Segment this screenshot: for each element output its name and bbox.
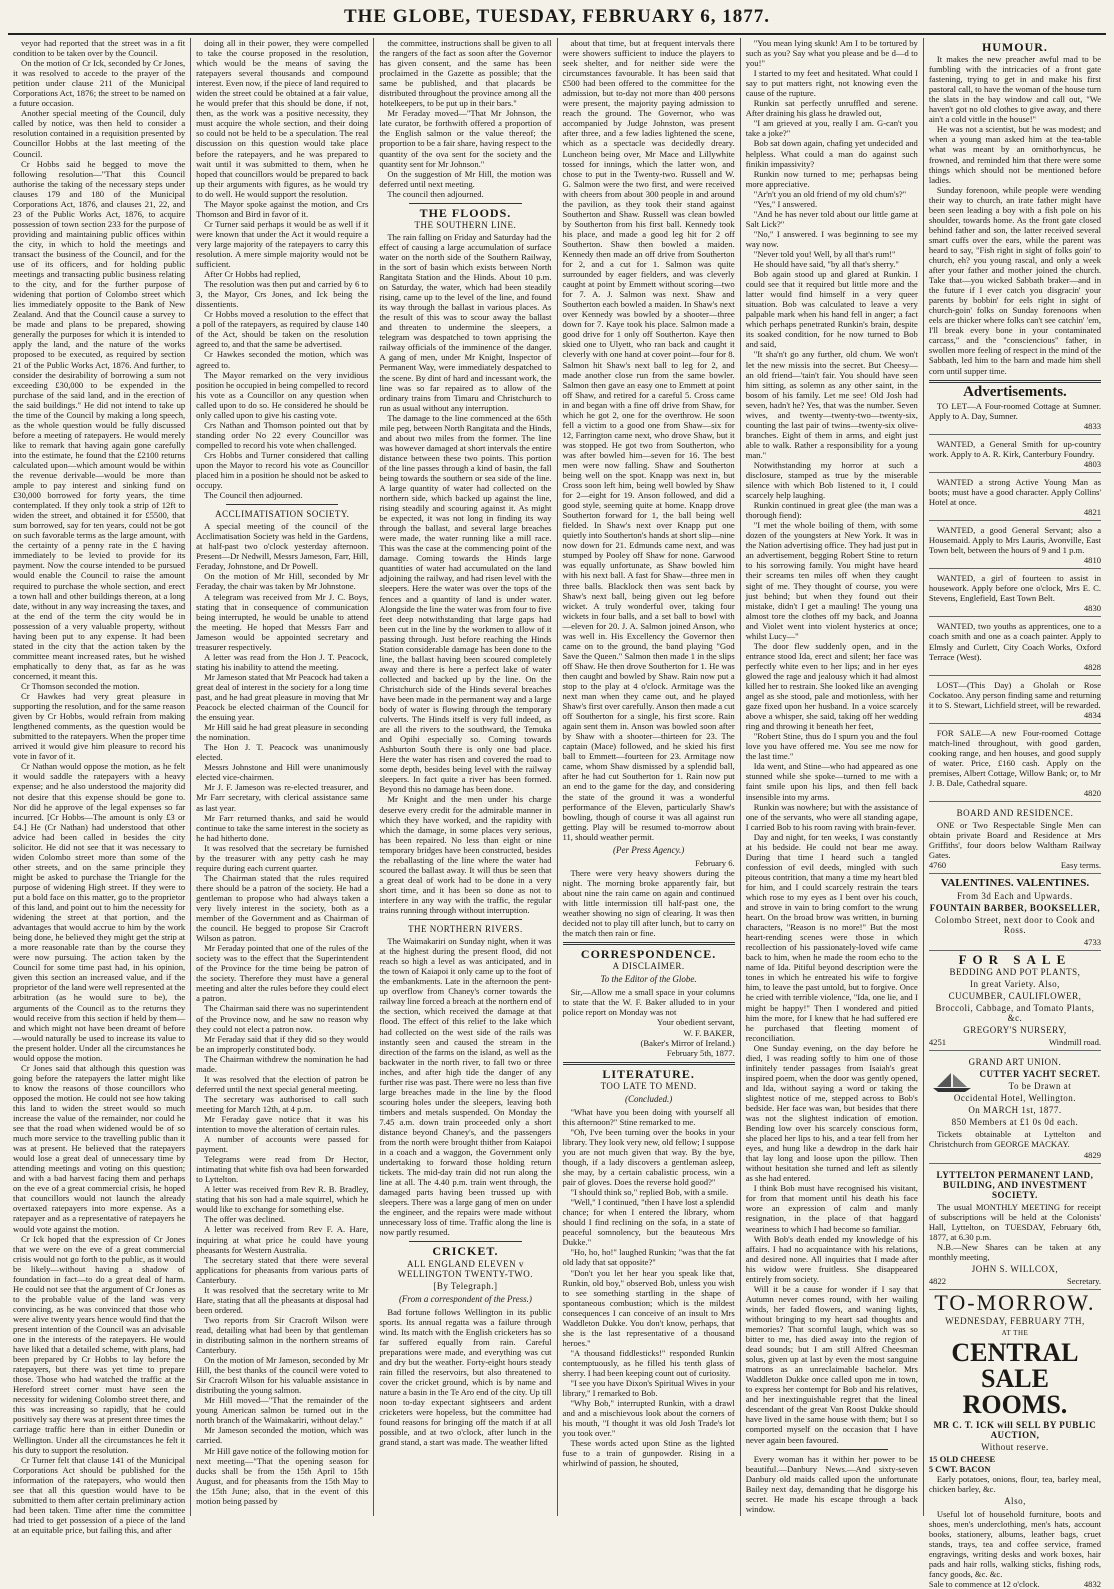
ad-number: 4251 <box>928 1037 947 1048</box>
paragraph: about that time, but at frequent intervals there were showers sufficient to induce the players to seek shelter, and for neither side were the circumstances favourable. It has been said that £500 had been offered to the committee for the admission, but to-day not more than 400 persons were present, the majority paying admission to reach the ground. The Governor, who was accompanied by Judge Johnston, was present after three, and a few ladies lightened the scene, which as a spectacle was decidedly dreary. Luncheon being over, Mr Mace and Lillywhite tossed for innings, which the latter won, and chose to put in the Twenty-two. Russell and W. G. Salmon were the two first, and were received with cheers from about 300 people in and around the pavilion, as they took their stand against Southerton and Shaw. Russell was clean bowled by Southerton from his first ball. Kennedy took his place, and made a good leg hit for 2 off Southerton. Shaw then bowled a maiden. Kennedy then made an off drive from Southerton for 2, and a cut for 1. Salmon was quite surrounded by eager fielders, and was cleverly caught at point by Emmett without scoring—two for 7. A. J. Salmon was next. Shaw and Southerton each bowled a maiden. In Shaw's next over Kennedy was bowled by a shooter—three down for 7. Kaye took his place. Salmon made a good drive for 1 only off Southerton. Kaye then skied one to Ulyett, who ran back and caught it cleverly with one hand at cover point—four for 8. Salmon hit Shaw's next ball to leg for 2, and made another close run from the same bowler. Salmon then gave an easy one to Emmett at point off Shaw, and retired for a careful 5. Cross came in and began with a fine off drive from Shaw, for which he got 2, one for the overthrow. He soon fell a victim to a good one from Shaw—six for 12, Farrington came next, who drove Shaw, but it was stopped. He got two from Southerton, who was after bowled him—seven for 16. The best men were now falling. Shaw and Southerton being well on the spot. Knapp was next in, but Cross soon left him, being well bowled by Shaw for 2—eight for 19. Anson followed, and did a good style, seeming quite at home. Knapp drove Southerton forward for 1, the ball being well fielded. In Shaw's next over Knapp put one quietly into Southerton's hands at short slip—nine now down for 21. Edmunds came next, and was stumped by Pooley off Shaw for none. Garwood was equally unfortunate, as Shaw bowled him with his next ball. A fast for Shaw—three men in three balls. Blacklock then was sent back by Shaw's next ball, being given out leg before wicket. A truly wonderful over, taking four wickets in four balls, and a set ball to bowl with—eleven for 20. J. A. Salmon joined Anson, who was well in. His Excellency the Governor then came on to the ground, the band playing "God Save the Queen." Salmon then made 1 in the slips off Shaw. He then drove Southerton for 1. He was then caught and bowled by Shaw. Rain now put a stop to the play at 4 o'clock. Armitage was the next man when they came out, and he played Shaw's first over carefully. Anson then made a cut off Southerton for a single, his first score. Rain again sent them in. Anson was bowled soon after by Shaw with a shooter—thirteen for 23. The captain (Mace) followed, and he skied his first ball to Emmett—fourteen for 23. Armitage now came, whom Shaw dismissed by a splendid ball, after he had cut Southerton for 1. Rain now put an end to the game for the day, and considering the state of the ground it was a wonderful performance of the Eleven, particularly Shaw's bowling, though of course it was all against run getting. Play will be resumed to-morrow about 11, should weather permit. <box>562 38 735 842</box>
ad-line: FOUNTAIN BARBER, BOOKSELLER, <box>929 902 1101 913</box>
paragraph: The Chairman withdrew the nomination he had made. <box>196 1053 369 1074</box>
paragraph: I think Bob must have recognised his visitant, for from that moment until his death his face wore an expression of calm and manly resignation, in the place of that haggard weariness to which I had become so familiar. <box>745 1183 918 1234</box>
columns <box>8 38 1106 1589</box>
paragraph: Mr Knight and the men under his charge deserve every credit for the admirable manner in which they have worked, and the rapidity with which the damage, in some places very serious, has been repaired. No less than eight or nine temporary bridges have been constructed, besides the reballasting of the line where the water had scoured the ballast away. It will thus be seen that a great deal of work had to be done in a very short time, and it has been so done as not to interfere in any way with the traffic, the regular trains running through without interruption. <box>379 794 552 915</box>
paragraph: Notwithstanding my horror at such a disclosure, stamped as true by the miserable silence with which Bob listened to it, I could scarcely help laughing. <box>745 459 918 501</box>
letter-signature-line: Your obedient servant, <box>657 1017 735 1028</box>
column-1 <box>8 38 191 1535</box>
paragraph: the committee, instructions shall be given to all the rangers of the fact as soon after the Governor has given consent, and the same has been proclaimed in the Gazette as possible; that the same be published, and that placards be distributed throughout the province among all the hotelkeepers, to be put up in their bars." <box>379 38 552 109</box>
paragraph: Mr Hill said he had great pleasure in seconding the nomination. <box>196 722 369 743</box>
ad-line: On MARCH 1st, 1877. <box>968 1105 1062 1116</box>
ad-without-reserve: Without reserve. <box>981 1442 1049 1453</box>
paragraph: Mr Jameson stated that Mr Peacock had taken a great deal of interest in the society for a long time past, and he had great pleasure in moving that Mr Peacock be elected chairman of the Council for the ensuing year. <box>196 671 369 723</box>
ad-line: CUTTER YACHT SECRET. <box>979 1069 1101 1080</box>
humour-paragraph: He was not a scientist, but he was modest; and when a young man asked him at the tea-table what was meant by an ornithorhyncus, he frowned, and reminded him that there were some things which should not be mentioned before ladies. <box>928 124 1102 185</box>
paragraph: "Ar'n't you an old friend of my old chum's?" <box>753 188 907 199</box>
paragraph: Ida went, and Stine—who had appeared as one stunned while she spoke—turned to me with a faint smile upon his lips, and then fell back insensible into my arms. <box>745 761 918 802</box>
ad-line: From 3d Each and Upwards. <box>957 890 1073 901</box>
ad-auction <box>929 1292 1101 1589</box>
correspondent-note: (From a correspondent of the Press.) <box>398 1293 532 1304</box>
paragraph: "I should think so," replied Bob, with a smile. <box>570 1187 729 1198</box>
paragraph: Mr Hill moved—"That the remainder of the young American salmon be turned out in the north branch of the Waimakariri, without delay." <box>196 1395 369 1426</box>
paragraph: doing all in their power, they were compelled to take the course proposed in the resolution, which would be the means of saving the ratepayers several thousands and compound interest. Even now, if the piece of land required to widen the street could be obtained at a fair value, he would prefer that this should be done, if not, then, as the work was a positive necessity, they must acquire the whole section, and their doing so could not be held to be a speculation. The real discussion on this question would take place before the ratepayers, and he was prepared to wait until it was submitted to them, when he hoped that councillors would be prepared to back up their arguments with figures, as he would try to do well. He would support the resolution. <box>196 38 369 199</box>
paragraph: "Well," I continued, "then I have lost a splendid chance; for when I entered the library, whom should I find reclining on the sofa, in a state of peaceful somnolency, but the beauteous Mrs Dukke." <box>562 1197 735 1248</box>
ad-date: WEDNESDAY, FEBRUARY 7TH, <box>945 1316 1085 1327</box>
paragraph: Runkin continued in great glee (the man was a thorough fiend): <box>745 500 918 521</box>
paragraph: On the motion of Cr Ick, seconded by Cr Jones, it was resolved to accede to the prayer of the petition under clause 211 of the Municipal Corporations Act, 1876; the street to be named on a future occasion. <box>13 58 186 109</box>
ad-number: 4820 <box>1083 788 1102 799</box>
ad-valentines <box>929 876 1101 950</box>
ad-address: Windmill road. <box>1048 1037 1102 1048</box>
paragraph: A number of accounts were passed for payment. <box>196 1134 369 1155</box>
ad-also: Also, <box>1004 1496 1026 1507</box>
ad-text: TO LET—A Four-roomed Cottage at Sumner. Apply to A. Day, Sumner. <box>928 400 1102 421</box>
paragraph: "You mean lying skunk! Am I to be tortured by such as you? Say what you please and be d—d to you!" <box>745 38 918 69</box>
subheading-southern-line: THE SOUTHERN LINE. <box>414 219 517 230</box>
ad-number: 4832 <box>1083 1578 1102 1589</box>
letter-addressee: To the Editor of the Globe. <box>600 974 697 985</box>
ad-at: AT THE <box>1001 1329 1029 1338</box>
ad-number: 4810 <box>1083 555 1102 566</box>
section-heading-acclimatisation: ACCLIMATISATION SOCIETY. <box>215 509 350 520</box>
paragraph: "No," I answered. I was beginning to see my way now. <box>745 228 918 249</box>
ad-title: GRAND ART UNION. <box>968 1057 1062 1068</box>
ad-tomorrow: TO-MORROW. <box>934 1290 1096 1316</box>
paragraph: Mr Hill gave notice of the following motion for next meeting—"That the opening season for ducks shall be from the 15th April to 15th August, and for pheasants from the 15th May to the 15th June; also, that in the event of this motion being passed by <box>196 1445 369 1506</box>
humour-paragraph: It makes the new preacher awful mad to be fumbling with the intricacies of a front gate fastening, trying to get in and make his first pastoral call, to have the woman of the house turn the slats in the bay window and call out, "We haven't got no old clothes to give away, and there ain't a cold vittle in the house!" <box>928 54 1102 125</box>
paragraph: It was resolved that the election of patron be deferred until the next special general meeting. <box>196 1073 369 1094</box>
agency-note: (Per Press Agency.) <box>612 844 685 855</box>
ad-number: 4833 <box>1083 420 1102 431</box>
ad-bacon: 5 CWT. BACON <box>928 1464 991 1475</box>
section-heading-correspondence: CORRESPONDENCE. <box>580 947 717 962</box>
paragraph: Crs Hobbs and Turner considered that calling upon the Mayor to record his vote as Councillor placed him in a position he should not be asked to occupy. <box>196 449 369 491</box>
paragraph: Will it be a cause for wonder if I say that Autumn never comes round, with her wailing winds, her faded flowers, and waning lights, without bringing to my heart sad thoughts and memories? That scornful laugh, which was so bitter to me, has died away into the region of dead sounds; but I am still Alfred Cheesman solus, given up at last by even the most sanguine matrons as an unreclaimable bachelor. Mrs Waddleton Dukke once called upon me in town, to express her contempt for Bob and his relatives, and her inextinguishable regret that the lineal descendant of the great Van Roost Dukke should have lived in the same house with them; but I so comported myself on the occasion that I have never again been favoured. <box>745 1283 918 1445</box>
ad-central: CENTRAL <box>951 1338 1079 1368</box>
paragraph: The council then adjourned. <box>387 188 484 199</box>
ad-footer <box>929 1276 1101 1286</box>
masthead: THE GLOBE, TUESDAY, FEBRUARY 6, 1877. <box>8 6 1106 35</box>
divider <box>226 504 338 505</box>
paragraph: On the motion of Mr Hill, seconded by Mr Feraday, the chair was taken by Mr Johnstone. <box>196 571 369 592</box>
letter-body: Sir,—Allow me a small space in your columns to state that the W. F. Baker alluded to in your police report on Monday was not <box>562 987 735 1018</box>
classified-ad <box>929 475 1101 521</box>
ad-title: BOARD AND RESIDENCE. <box>956 808 1074 819</box>
ad-text: WANTED a strong Active Young Man as boots; must have a good character. Apply Collins' Hotel at once. <box>928 476 1102 507</box>
paragraph: Cr Hobbs moved a resolution to the effect that a poll of the ratepayers, as required by clause 140 of the Act, should be taken on the resolution agreed to, and that the same be advertised. <box>196 309 369 350</box>
column-2 <box>191 38 374 1516</box>
ad-line: 850 Members at £1 0s 0d each. <box>951 1117 1079 1128</box>
paragraph: Mr J. F. Jameson was re-elected treasurer, and Mr Farr secretary, with clerical assistance same as last year. <box>196 782 369 813</box>
ad-line: Occidental Hotel, Wellington. <box>953 1093 1076 1104</box>
paragraph: Day and night, for ten weeks, I was constantly at his bedside. He could not bear me away. During that time I heard such a tangled confession of evil deeds, mingled with such piteous contrition, that many a time my heart bled for him, and I could scarcely restrain the tears which rose to my eyes as I bent over his couch, and strove in vain to bring comfort to the wrung heart. On the broad brow was written, in burning characters, "Reason is no more!" But the most heart-rending scenes were those in which recollection of his passionately-loved wife came back to him, when he made the room echo to the name of Ida. Pitiful beyond description were the tones in which he entreated his wife to forgive him, to leave the past untold, but to forgive. Once he cried with terrible violence, "Ida, one lie, and I might be happy!" Then I wondered and pitied him the more, for I knew that he had suffered ere he purchased that fleeting moment of reconciliation. <box>745 831 918 1043</box>
paragraph: "I met the whole boiling of them, with some dozen of the youngsters at New York. It was in the Nation advertising office. They had just put in an advertisement, begging Robert Stine to return to his sorrowing family. You might have heard their screams ten miles off when they caught sight of me. They thought of course, you were just behind; but when they found out their mistake, didn't I get a mauling! The young una almost tore the clothes off my back, and Joanna and Violet went into violent hysterics at once; whilst Lucy—" <box>745 520 918 641</box>
paragraph: The Hon J. T. Peacock was unanimously elected. <box>196 742 369 763</box>
paragraph: "What have you been doing with yourself all this afternoon?" Stine remarked to me. <box>562 1106 735 1127</box>
paragraph: There were very heavy showers during the night. The morning broke apparently fair, but about nine the rain came on again and continued with little intermission till half-past one, the weather showing no sign of clearing. It was then decided not to play till after lunch, but to carry on the match then rain or fine. <box>562 867 735 939</box>
ad-text: FOR SALE—A new Four-roomed Cottage match-lined throughout, with good garden, cooking range, and hen houses, and good supply of water. Price, £160 cash. Apply on the premises, Albert Cottage, Willow Bank; or, to Mr J. B. Dale, Cathedral square. <box>928 727 1102 789</box>
divider <box>563 1062 735 1065</box>
paragraph: A letter was received from Rev R. B. Bradley, stating that his son had a male squirrel, which he would like to exchange for something else. <box>196 1184 369 1215</box>
classified-ad <box>929 523 1101 569</box>
ad-title: VALENTINES. VALENTINES. <box>940 877 1090 890</box>
ad-number: 4821 <box>1083 507 1102 518</box>
paragraph: With Bob's death ended my knowledge of his affairs. I had no acquaintance with his relations, and desired none. All inquiries that I made after his widow were fruitless. She disappeared entirely from society. <box>745 1233 918 1284</box>
ad-number: 4829 <box>1083 1149 1102 1160</box>
paragraph: A special meeting of the council of the Acclimatisation Society was held in the Gardens, at half-past two o'clock yesterday afternoon. Present—Dr Nedwill, Messrs Jameson, Farr, Hill, Feraday, Johnstone, and Dr Powell. <box>196 521 369 572</box>
paragraph: The Chairman said there was no superintendent of the Province now, and he saw no reason why they could not elect a patron now. <box>196 1003 369 1034</box>
paragraph: Cr Nathan would oppose the motion, as he felt it would saddle the ratepayers with a heavy expense; and he also understood the majority did not desire that this expense should be gone to. Nor did he approve of the legal expenses so far incurred. [Cr Hobbs—The amount is only £3 or £4.] He (Cr Nathan) had understood that other advice had been called in besides the city solicitor. He did not see that it was necessary to widen Colombo street more than some of the other streets, and on the same principle they might be asked to purchase the Triangle for the purpose of widening High street. If they were to put a bold face on this matter, go to the proprietor of this land, and point out to him the necessity for widening the street at that portion, and the advantages that would accrue to him by the work being done, he believed they might get the strip at a more reasonable rate than by the course they were now pursuing. The action taken by the Council for some time past had, in his opinion, given this section an increased value, and if the proprietor of the land were well represented at the arbitration (as he would sure to be), the arguments of the Council as to the returns they would receive from this section if held by them—and which might not have been dreamt of before—would naturally be used to increase its value to the present holder. Under all the circumstances he would oppose the motion. <box>13 761 186 1063</box>
paragraph: Mr Feraday pointed that one of the rules of the society was to the effect that the Superintendent of the Province for the time being be patron of the society. Therefore they must have a general meeting and alter the rules before they could elect a patron. <box>196 943 369 1004</box>
subheading-northern-rivers: THE NORTHERN RIVERS. <box>408 924 523 935</box>
ad-footer <box>929 860 1101 870</box>
telegraph-note: [By Telegraph.] <box>433 1280 498 1291</box>
paragraph: The damage to the line commenced at the 65th mile peg, between North Rangitata and the Hinds, and about two miles from the former. The line was however damaged at short intervals the entire distance between these two points. This portion of the line passes through a kind of basin, the fall being towards the southern or sea side of the line. A large quantity of water had collected on the northern side, which backed up against the line, rising steadily and scouring against it. As might be expected, it was not long in finding its way through the ballast, and several large breaches were made, the water running like a mill race. This was the case at the commencing point of the damage. Coming towards the Hinds large quantities of water had accumulated on the land adjoining the railway, and had risen level with the sleepers. Here the water was over the tops of the fences and a quantity of land is under water. Alongside the line the water was from four to five feet deep notwithstanding that large gaps had been cut in the line by the workmen to allow of it passing through. Just before reaching the Hinds Station considerable damage has been done to the line, the ballast having been scoured completely away and there is here a perfect lake of water collected and backed up by the line. On the Christchurch side of the Hinds several breaches have been made in the permanent way and a large body of water is flowing through the temporary culverts. The Hinds itself is very full indeed, as are all the rivers to the southward, the Temuka and Opihi especially so. Coming towards Ashburton South there is only one bad place. Here the water has risen and covered the road to some depth, besides being level with the railway sleepers. In fact quite a river has been formed. Beyond this no damage has been done. <box>379 412 552 795</box>
ad-sale-time: Sale to commence at 12 o'clock. <box>928 1578 1040 1589</box>
paragraph: "I am grieved at you, really I am. G-can't you take a joke?" <box>745 118 918 139</box>
divider <box>409 1241 521 1242</box>
paragraph: Runkin was nowhere; but with the assistance of one of the servants, who were all standing agape, I carried Bob to his room raving with brain-fever. <box>745 801 918 832</box>
column-4 <box>558 38 741 1516</box>
paragraph: The secretary was authorised to call such meeting for March 12th, at 4 p.m. <box>196 1093 369 1114</box>
section-heading-humour: HUMOUR. <box>981 40 1048 54</box>
paragraph: Mr Feraday gave notice that it was his intention to move the alteration of certain rules. <box>196 1113 369 1135</box>
dateline: February 6. <box>695 857 735 868</box>
paragraph: I started to my feet and hesitated. What could I say to put matters right, not knowing even the cause of the rupture. <box>745 68 918 99</box>
paragraph: "Never told you! Well, by all that's rum!" <box>753 248 896 259</box>
ad-note: N.B.—New Shares can be taken at any monthly meeting, <box>928 1241 1102 1262</box>
ad-for-sale-plants <box>929 953 1101 1051</box>
letter-signature-line: (Baker's Mirror of Ireland.) <box>640 1037 735 1048</box>
paragraph: A telegram was received from Mr J. C. Boys, stating that in consequence of communication being interrupted, he would be unable to attend the meeting. He hoped that Messrs Farr and Jameson would be appointed secretary and treasurer respectively. <box>196 591 369 652</box>
paragraph: "And he has never told about our little game at Salt Lick?" <box>745 208 918 229</box>
ad-cheese: 15 OLD CHEESE <box>928 1454 996 1465</box>
divider <box>563 942 735 945</box>
paragraph: Two reports from Sir Cracroft Wilson were read, detailing what had been by that gentleman in distributing salmon in the northern streams of Canterbury. <box>196 1314 369 1356</box>
paragraph: "Don't you let her hear you speak like that, Runkin, old boy," observed Bob, unless you wish to see something startling in the shape of spontaneous combustion; which is the mildest consequences I can conceive of an insult to Mrs Waddleton Dukke. You don't know, perhaps, that she is the last representative of a thousand heroes." <box>562 1267 735 1348</box>
ad-line: Broccoli, Cabbage, and Tomato Plants, &c. <box>935 1002 1095 1023</box>
ad-text: The usual MONTHLY MEETING for receipt of subscriptions will be held at the Colonists' Hall, Lyttelton, on TUESDAY, February 6th, 1877, at 6.30 p.m. <box>928 1201 1102 1242</box>
paragraph: Mr Feraday said that if they did so they would be an improperly constituted body. <box>196 1033 369 1054</box>
paragraph: After Cr Hobbs had replied, <box>204 269 301 280</box>
ad-text: WANTED, a girl of fourteen to assist in housework. Apply before one o'clock, Mrs E. C. Stevens, Englefield, East Town Belt. <box>928 573 1102 604</box>
paragraph: "Robert Stine, thus do I spurn you and the foul love you have offered me. You see me now for the last time." <box>745 731 918 762</box>
paragraph: "Why Bob," interrupted Runkin, with a drawl and and a mischievous look about the corners of his mouth, "I thought it was old Josh Trade's lot you took over." <box>562 1398 735 1439</box>
section-heading-floods: THE FLOODS. <box>419 205 512 220</box>
ad-number: 4733 <box>1083 936 1102 947</box>
paragraph: Cr Thomson seconded the motion. <box>21 681 140 691</box>
divider <box>929 380 1101 383</box>
subheading-cricket-match: ALL ENGLAND ELEVEN v WELLINGTON TWENTY-TWO. <box>397 1258 533 1279</box>
paragraph: The Mayor remarked on the very invidious position he occupied in being compelled to record his vote as a Councillor on any question when called upon to do so. He considered he should be only called upon to give his casting vote. <box>196 369 369 420</box>
column-6 <box>924 38 1106 1589</box>
section-heading-cricket: CRICKET. <box>432 1244 499 1259</box>
paragraph: "I see you have Dixon's Spiritual Wives in your library," I remarked to Bob. <box>562 1378 735 1399</box>
ad-text: LOST—(This Day) a Gholah or Rose Cockatoo. Any person finding same and returning it to S. Stewart, Lichfield street, will be rewarded. <box>928 679 1102 710</box>
classified-ad <box>929 571 1101 617</box>
paragraph: Bob sat down again, chafing yet undecided and helpless. What could a man do against such finikin impassivity? <box>745 138 918 169</box>
subheading-disclaimer: A DISCLAIMER. <box>612 961 685 972</box>
paragraph: The door flew suddenly open, and in the entrance stood Ida, erect and silent; her face was perfectly white even to her lips; and in her eyes glowed the rage and jealousy which it had almost killed her to restrain. She looked like an avenging angel as she stood, pale and motionless, with her gaze fixed upon her husband. In a voice scarcely above a whisper, she said, taking off her wedding ring and throwing it beneath her feet, <box>745 640 918 732</box>
paragraph: Cr Turner said perhaps it would be as well if it were known that under the Act it would require a very large majority of the ratepayers to carry this resolution. A mere simple majority would not be sufficient. <box>196 218 369 270</box>
section-heading-literature: LITERATURE. <box>602 1066 695 1081</box>
paragraph: The secretary stated that there were several applications for pheasants from various parts of Canterbury. <box>196 1254 369 1285</box>
paragraph: Cr Hawkes seconded the motion, which was agreed to. <box>196 349 369 370</box>
ad-items: Early potatoes, onions, flour, tea, barley meal, chicken barley, &c. <box>928 1474 1102 1495</box>
ad-line: To be Drawn at <box>1008 1081 1072 1092</box>
letter-signature-line: February 5th, 1877. <box>666 1047 735 1058</box>
ad-line: Tickets obtainable at Lyttelton and Christchurch from GEORGE MACKAY. <box>928 1129 1102 1150</box>
ad-line: CUCUMBER, CAULIFLOWER, <box>948 990 1082 1001</box>
paragraph: The offer was declined. <box>204 1214 286 1225</box>
ad-line: GREGORY'S NURSERY, <box>963 1025 1067 1036</box>
paragraph: Cr Hawkes had very great pleasure in supporting the resolution, and for the same reason given by Cr Hobbs, would refrain from making lengthened comments, as the question would be submitted to the ratepayers. When the proper time arrived it would give him pleasure to record his vote in favor of it. <box>13 691 186 762</box>
paragraph: veyor had reported that the street was in a fit condition to be taken over by the Council. <box>13 38 186 59</box>
classified-ad <box>929 678 1101 724</box>
paragraph: Runkin sat perfectly unruffled and serene. After draining his glass he drawled out, <box>745 98 918 119</box>
paragraph: "Oh, I've been turning over the books in your library. They look very new, old fellow; I suppose you are not much given that way. By the bye, though, if a lady discovers a gentleman asleep, she may, by a certain cabalistic process, win a pair of gloves. Does the reverse hold good?" <box>562 1126 735 1188</box>
classified-ad <box>929 619 1101 675</box>
paragraph: The rain falling on Friday and Saturday had the effect of causing a large accumulation of surface water on the north side of the Southern Railway, in the sort of basin which exists between North Rangitata Station and the Hinds. About 10 p.m. on Saturday, the water, which had been steadily rising, came up to the level of the line, and found its way through the ballast in various places. As the result of this was to scour away the ballast and threaten to undermine the sleepers, a telegram was despatched to town apprising the railway officials of the imminence of the danger. A gang of men, under Mr Knight, Inspector of Permanent Way, were immediately despatched to the scene. By dint of hard and incessant work, the line was so far repaired as to allow of the ordinary trains from Timaru and Christchurch to run as usual without any interruption. <box>379 231 552 413</box>
paragraph: It was resolved that the secretary be furnished by the treasurer with any petty cash he may require during each current quarter. <box>196 842 369 873</box>
paragraph: Messrs Johnstone and Hill were unanimously elected vice-chairmen. <box>196 762 369 783</box>
ad-line: In great Variety. Also, <box>969 978 1060 989</box>
ad-terms: Easy terms. <box>1060 860 1102 871</box>
ad-number: 4828 <box>1083 661 1102 672</box>
divider <box>409 919 521 920</box>
ad-title: LYTTELTON PERMANENT LAND, BUILDING, AND INVESTMENT SOCIETY. <box>936 1169 1094 1200</box>
classified-ad <box>929 437 1101 473</box>
paragraph: The Council then adjourned. <box>204 490 303 501</box>
ad-text: WANTED, a good General Servant; also a Housemaid. Apply to Mrs Lauris, Avonville, East Town belt, between the hours of 9 and 1 p.m. <box>928 525 1102 556</box>
column-5 <box>741 38 924 1516</box>
paragraph: Cr Ick hoped that the expression of Cr Jones that we were on the eve of a great commercial crisis would not go forth to the public, as it would be likely—without having a shadow of foundation in fact—to do a great deal of harm. He could not see that the argument of Cr Jones as to the probable value of the land was very convincing, as he was convinced that those who were alive twenty years hence would find that the present intention of the Council was an advisable one in the interests of the ratepayers. He would have liked that a detailed scheme, with plans, had been prepared by Cr Hobbs to lay before the ratepayers, but there was yet time to prepare those. Those who had watched the traffic at the Hereford street corner must have seen the necessity for widening Colombo street there, and this was increasing so rapidly, that he could positively say there was at present three times the carriage traffic here than in either Dunedin or Wellington. Under all the circumstances he felt it his duty to support the resolution. <box>13 1233 186 1455</box>
paragraph: On the suggestion of Mr Hill, the motion was deferred until next meeting. <box>379 168 552 189</box>
concluded-note: (Concluded.) <box>624 1093 673 1104</box>
ad-number: 4830 <box>1083 603 1102 614</box>
ad-useful: Useful lot of household furniture, boots and shoes, men's underclothing, men's hats, account books, stationery, albums, leather bags, cruet stands, trays, tea and coffee service, framed engravings, writing desks and work boxes, hair pads and hair rolls, walking sticks, fishing rods, fancy goods, &c. &c. <box>928 1508 1102 1579</box>
ad-art-union <box>929 1053 1101 1163</box>
ad-line: Colombo Street, next door to Cook and Ross. <box>934 914 1096 935</box>
classified-ad <box>929 726 1101 802</box>
ad-text: ONE or Two Respectable Single Men can obtain private Board and Residence at Mrs Griffiths', four doors below Waltham Railway Gates. <box>928 820 1102 861</box>
divider <box>776 1449 888 1450</box>
ad-role: Secretary. <box>1066 1276 1102 1287</box>
paragraph-danbury: Every woman has it within her power to be beautiful.—Danbury News.—And sixty-seven Danbury old maids called upon the unfortunate Bailey next day, demanding that he disgorge his secret. He made his escape through a back window. <box>745 1453 918 1514</box>
ad-footer <box>929 1037 1101 1047</box>
paragraph: The Waimakariri on Sunday night, when it was at the highest during the present flood, did not reach so high a level as was anticipated, and in the town of Kaiapoi it only came up to the foot of the embankments. Late in the afternoon the pent-up overflow from Chaney's corner towards the railway line forced a breach at the northern end of the section, which received the damage at that flood. The effect of this relief to the lake which had collected on the west side of the rails was instantly seen and caused the stream in the direction of the farms on the island, as well as the backwater in the north river, to fall two or three inches, and after high tide the danger of any further rise was past. There were no less than five large breaches made in the line by the flood scouring holes under the sleepers, leaving both timbers and metals suspended. On Monday the 7.45 a.m. down train proceeded only a short distance beyond Chaney's, and the passengers from the north were brought thither from Kaiapoi in a coach and a waggon, the Government only undertaking to forward those holding return tickets. The mid-day train did not run along the line at all. The 4.40 p.m. train went through, the damaged parts having been trussed up with sleepers. There was a large gang of men on under the engineer, and the repairs were made without unnecessary loss of time. Traffic along the line is now partly resumed. <box>379 936 552 1238</box>
ad-auctioneer: MR C. T. ICK will SELL BY PUBLIC AUCTION, <box>933 1420 1097 1441</box>
paragraph: On the motion of Mr Jameson, seconded by Mr Hill, the best thanks of the council were voted to Sir Cracroft Wilson for his valuable assistance in distributing the young salmon. <box>196 1355 369 1396</box>
ad-text: WANTED, two youths as apprentices, one to a coach smith and one as a coach painter. Apply to Elmsly and Curlett, City Coach Works, Oxford Terrace (West). <box>928 621 1102 662</box>
paragraph: A letter was read from the Hon J. T. Peacock, stating his inability to attend the meeting. <box>196 651 369 672</box>
ad-number: 4834 <box>1083 709 1102 720</box>
letter-signature-line: W. F. BAKER, <box>683 1027 735 1038</box>
paragraph: Runkin now turned to me; perhapsas being more appreciative. <box>745 168 918 189</box>
paragraph: Cr Jones said that although this question was going before the ratepayers the latter might like to know the reasons of those councillors who opposed the motion. He could not see how taking this land to widen the street would so much increase the value of the remainder, nor could he see that the road when widened would be of so much more service to the travelling public than it was at present. He believed that the ratepayers would lose a great deal of unnecessary time by attending meetings and voting on this question; and with a bad harvest facing them and perhaps on the eve of a great commercial crisis, he hoped that councillors would not launch the already overtaxed ratepayers into more expense. As a ratepayer and as a representative of ratepayers he would vote against the motion. <box>13 1062 186 1234</box>
paragraph: The Chairman stated that the rules required there should be a patron of the society. He had a gentleman to propose who had always taken a very lively interest in the society, both as a member of the Government and as Chairman of the council. He begged to propose Sir Cracroft Wilson as patron. <box>196 872 369 944</box>
paragraph: Cr Turner felt that clause 141 of the Municipal Corporations Act should be published for the information of the ratepayers, who would then see that all this question would have to be submitted to them after certain preliminary action had been taken. Time after time the committee had tried to get possession of a piece of the land at an equitable price, but failing this, and after <box>13 1454 186 1535</box>
paragraph: "Ho, ho, ho!" laughed Runkin; "was that the fat old lady that sat opposite?" <box>562 1247 735 1268</box>
divider <box>409 203 521 204</box>
ad-lyttelton-society <box>929 1166 1101 1291</box>
paragraph: Mr Farr returned thanks, and said he would continue to take the same interest in the society as he had hitherto done. <box>196 812 369 843</box>
humour-paragraph: Sunday forenoon, while people were wending their way to church, an irate father might have been seen leading a boy with a fish pole on his shoulder, towards home. As the front gate closed behind father and son, the latter received several smart cuffs over the ears, while the parent was heard to say, "Fish right in sight of folks goin' to church, eh? you young rascal, and only a week after your father and mother joined the church. Take that—you wicked Sabbath braker—and in the future if I ever catch you disgracin' your parents by bobbin' for eels right in sight of church-goin' folks on Sunday forenoons when eels are thicker where folks can't see catchin' 'em, I'll break every bone in your contaminated carcass," and the "consciencious" father, in swollen more feeling of respect in the mind of the Sabbath, led him to the barn and made him shell corn until supper time. <box>928 184 1102 376</box>
ad-number: 4822 <box>928 1276 947 1287</box>
ad-line: BEDDING AND POT PLANTS, <box>949 966 1081 977</box>
paragraph: He should have said, "by all that's sherry." <box>753 259 899 270</box>
paragraph: The resolution was then put and carried by 6 to 3, the Mayor, Crs Jones, and Ick being the dissentients. <box>196 279 369 310</box>
ad-board-residence <box>929 804 1101 874</box>
paragraph: "It sha'n't go any further, old chum. We won't let the new missis into the secret. But Cheesy—an old friend—'tain't fair. You should have seen him sitting, as solemn as any other saint, in the bosom of his family. Let me see! Old Josh had seven, hadn't he? Yes, that was the number. Seven wives, and twenty—twenty-two—twenty-six, counting the last pair of twins—twenty-six olive-branches. Eight of them in arms, and eight just able to walk. Rather a responsibility for a young man." <box>745 349 918 460</box>
subheading-too-late-to-mend: TOO LATE TO MEND. <box>600 1080 697 1091</box>
paragraph: A letter was received from Rev F. A. Hare, inquiring at what price he could have young pheasants for Western Australia. <box>196 1224 369 1255</box>
paragraph: Bob again stood up and glared at Runkin. I could see that it required but little more and the latter would find himself in a very queer situation. Bob was calculated to leave a very palpable mark when his hand fell in anger; a fact which perhaps penetrated Runkin's brain, despite its soaked condition, for he now turned to Bob and said, <box>745 269 918 350</box>
paragraph: Mr Feraday moved—"That Mr Johnson, the late curator, be forthwith offered a proportion of the English salmon or the value thereof; the proportion to be a fair share, having respect to the quantity of the ova sent for the society and the quantity sent for Mr Johnson." <box>379 108 552 169</box>
paragraph: These words acted upon Stine as the lighted fuse to a train of gunpowder. Rising in a whirlwind of passion, he shouted, <box>562 1438 735 1469</box>
paragraph: Cr Hobbs said he begged to move the following resolution—"That this Council authorise the taking of the necessary steps under clauses 179 and 180 of the Municipal Corporations Act, 1876, and clauses 21, 22, and 23 of the Public Works Act, 1876, to acquire possession of town section 233 for the purpose of providing and maintaining public offices within the city, in which to hold the meetings and transact the business of the Council, and for the use of its officers, and for holding public meetings and transacting public business relating to the city, and for the further purpose of widening that portion of Colombo street which lies immediately opposite to the Bank of New Zealand. And that the Council cause a survey to be made and plans to be prepared, showing generally the purposes for which it is intended to apply the land, and the nature of the works proposed to be executed, as required by section 21 of the Public Works Act, 1876. And further, to consider the desirability of borrowing a sum not exceeding £30,000 to be expended in the purchase of the said land, and in the erection of the said buildings." He did not intend to take up the time of the Council by making a long speech, as the whole question would be fully discussed before a meeting of ratepayers. He would merely like to remark that having again gone carefully into the estimate, he found that the £2100 returns calculated upon—which amount would be within the revenue derivable—would be more than ample to pay interest and sinking fund on £30,000 borrowed for forty years, the time contemplated. If they only took a strip of 12ft to widen the street, and obtained it for £5500, that sum borrowed, say for ten years, could not be got on such favorable terms as the large amount, with the certainty of a penny rate in the £ having immediately to be levied to provide for its payment. Now the course intended to be pursued would enable the Council to raise the amount required to purchase the whole section, and erect a town hall and other buildings thereon, at a long date, without in any way increasing the taxes, and at the end of the term the city would be in possession of a very valuable property, without having been put to any expense. It had been stated in the city that the action taken by the committee meant increased rates, but he wished emphatically to deny that, as far as he was concerned, it meant this. <box>13 158 186 681</box>
yacht-icon <box>929 1071 975 1093</box>
ad-number: 4803 <box>1083 458 1102 469</box>
paragraph: "Yes," I answered. <box>753 198 818 209</box>
ad-sale-rooms: SALE ROOMS. <box>962 1364 1068 1420</box>
paragraph: One Sunday evening, on the day before he died, I was reading softly to him one of those infinitely tender passages from Isaiah's great inspired poem, when the door was gently opened, and Ida, without saying a word or taking the slightest notice of me, stepped across to Bob's bedside. Her face was wan, but besides that there was not the slightest indication of emotion. Bending low over his scarcely conscious form, she placed her lips to his, and a tear fell from her eyes, and hung like a dewdrop in the dark hair that lay long and loose upon the pillow. Then without hesitation she turned and left as silently as she had entered. <box>745 1042 918 1184</box>
classified-ad <box>929 399 1101 435</box>
paragraph: "A thousand fiddlesticks!" responded Runkin contemptuously, as he filled his tenth glass of sherry. I had been keeping count out of curiosity. <box>562 1347 735 1378</box>
paragraph: The Mayor spoke against the motion, and Crs Thomson and Bird in favor of it. <box>196 198 369 219</box>
paragraph: It was resolved that the secretary write to Mr Hare, stating that all the pheasants at disposal had been ordered. <box>196 1284 369 1315</box>
ad-signature: JOHN S. WILLCOX, <box>971 1263 1059 1274</box>
column-3 <box>374 38 557 1516</box>
paragraph: Crs Nathan and Thomson pointed out that by standing order No 22 every Councillor was compelled to record his vote when challenged. <box>196 419 369 450</box>
paragraph: Telegrams were read from Dr Hector, intimating that white fish ova had been forwarded to Lyttelton. <box>196 1154 369 1185</box>
paragraph: Another special meeting of the Council, duly called by notice, was then held to consider a resolution contained in a requisition presented by Councillor Hobbs at the last meeting of the Council. <box>13 108 186 159</box>
paragraph: Bad fortune follows Wellington in its public sports. Its annual regatta was a failure through wind. Its match with the English cricketers has so far suffered equally from rain. Careful preparations were made, and everything was cut and dry but the weather. Forty-eight hours steady rain filled the reservoirs, but also threatened to cover the cricket ground, which is by name and nature a basin in the Te Aro end of the city. Up till noon to-day expectant sightseers and ardent cricketers were hopeless, but the committee had found reasons for bringing off the match if at all possible, and at two o'clock, after lunch in the grand stand, a start was made. The weather lifted <box>379 1306 552 1448</box>
ad-footer <box>929 1579 1101 1589</box>
paragraph: Mr Jameson seconded the motion, which was carried. <box>196 1425 369 1446</box>
section-heading-advertisements: Advertisements. <box>963 383 1067 400</box>
ad-title: FOR SALE <box>958 951 1072 967</box>
ad-text: WANTED, a General Smith for up-country work. Apply to A. R. Kirk, Canterbury Foundry. <box>928 438 1102 459</box>
ad-number: 4760 <box>928 860 947 871</box>
